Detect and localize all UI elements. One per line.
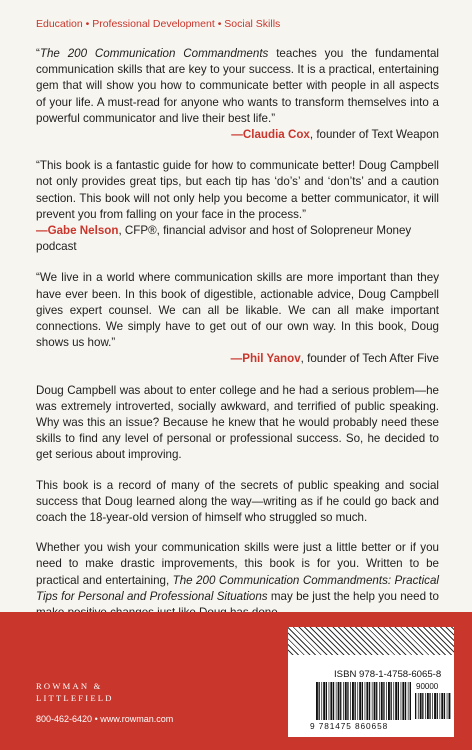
back-cover-text	[36, 18, 442, 698]
isbn-label: ISBN 978-1-4758-6065-8	[334, 669, 442, 680]
barcode-icon	[316, 682, 411, 720]
publisher-logo: ROWMAN & LITTLEFIELD	[36, 681, 114, 703]
quote-attribution	[36, 351, 439, 367]
publisher-contact: 800-462-6420 • www.rowman.com	[36, 714, 174, 724]
hatch-pattern	[288, 627, 454, 655]
quote-2	[36, 158, 439, 255]
description-paragraph-3: Whether you wish your communication skills were just a little better or if you need to make drastic improvements, this book is for you. Written to be practical and entertaining, The 200 Communication Commandments: Practical Tips for Personal and Professional Situations may be just the help you need to	[36, 541, 439, 603]
quote-text: “This book is a fantastic guide for how to communicate better! Doug Campbell not only provides great tips, but each tip has ‘do’s’ and ‘don’ts’ and a caution section. This book will not only help you become a better communicator, it will prevent you from falling on your face in the process.”	[36, 159, 439, 221]
quote-text: “We live in a world where communication skills are more important than they have ever been. In this book of digestible, actionable advice, Doug Campbell gives expert counsel. We can all be likable. We can all make important connections. We simply have to get out of our own way. In this book, Doug shows us how.”	[36, 271, 439, 350]
quote-author: —Gabe Nelson	[36, 224, 119, 238]
publisher-url[interactable]: www.rowman.com	[100, 714, 174, 724]
description-paragraph-1: Doug Campbell was about to enter college and he had a serious problem—he was extremely introverted, socially awkward, and terrified of public speaking. Why was this an issue? Because he knew that he would probably need these skills to find any level of personal or professional success. So, he decided to get serious about improving.	[36, 383, 439, 462]
quote-author-role: , founder of Tech After Five	[300, 352, 439, 366]
quote-author-role: , CFP®, financial advisor and host of Solopreneur Money podcast	[36, 224, 412, 254]
quote-author-role: , founder of Text Weapon	[309, 128, 439, 142]
quote-author: —Phil Yanov	[230, 352, 301, 366]
price-barcode-icon	[415, 693, 451, 719]
book-full-title: The 200 Communication Commandments: Practical Tips for Personal and Professional Situations	[36, 573, 439, 603]
quote-1: “The 200 Communication Commandments teaches you the fundamental communication skills that are key to your success. It is a practical, entertaining gem that will show you how to communicate better with people in all aspects of your life. A must-read for anyone who wants to transform themselves into a powerful communicator and live their best life.” —Claudia Cox, founder of Text Weapon	[36, 46, 439, 143]
quote-attribution	[36, 127, 439, 143]
quote-3	[36, 270, 439, 367]
price-code: 90000	[416, 682, 439, 691]
publisher-phone: 800-462-6420	[36, 714, 93, 724]
quote-text: teaches you the fundamental communication skills that are key to your success. It is a practical, entertaining gem that will show you how to communicate better with people in all aspects of your life. A must-read for anyone who wants to transform themselves into a powerful communicator and live their best life.”	[36, 47, 439, 125]
categories: Education • Professional Development • Social Skills	[36, 18, 281, 30]
book-title: The 200 Communication Commandments	[39, 47, 269, 60]
barcode-digits: 9 781475 860658	[310, 721, 389, 731]
quote-author: —Claudia Cox	[231, 128, 310, 142]
barcode-panel	[288, 627, 454, 737]
description-paragraph-2: This book is a record of many of the secrets of public speaking and social success that Doug learned along the way—writing as if he could go back and coach the 18-year-old version of himself who struggled so much.	[36, 478, 439, 525]
quote-attribution	[36, 223, 439, 255]
